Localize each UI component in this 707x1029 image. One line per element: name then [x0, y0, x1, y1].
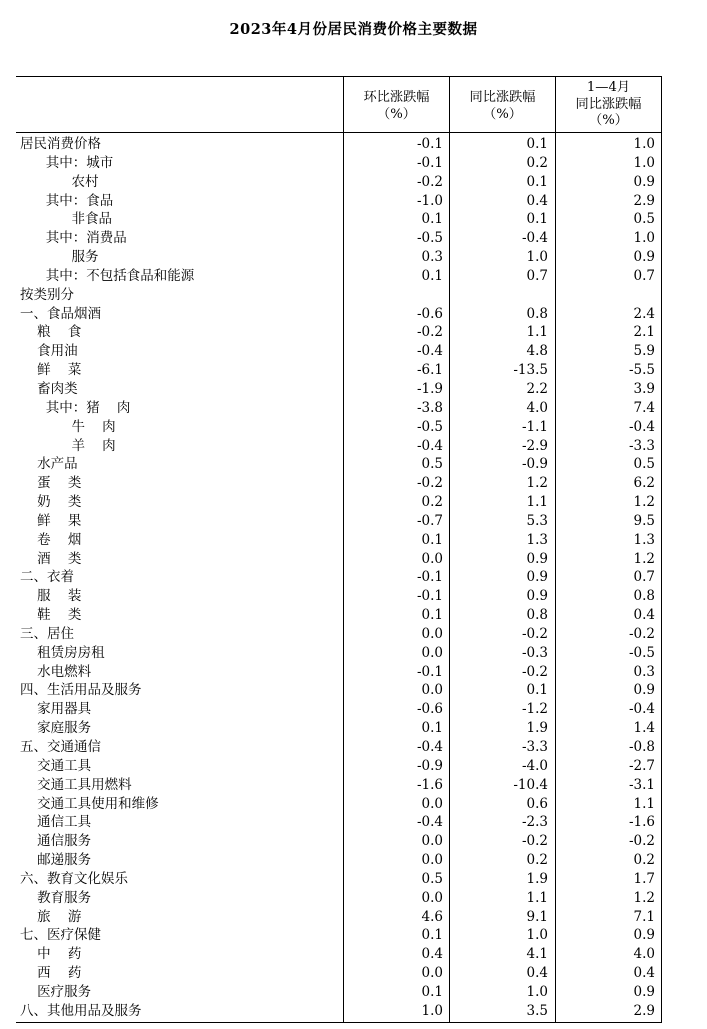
table-row	[16, 964, 661, 983]
row-mom-value: 0.5	[421, 870, 443, 887]
table-row	[16, 342, 661, 361]
row-mom-value: -0.2	[416, 324, 443, 341]
row-mom-value: -0.2	[416, 173, 443, 190]
table-row	[16, 267, 661, 286]
row-yoy-value: -0.2	[521, 833, 548, 850]
row-mom-value: -0.4	[416, 739, 443, 755]
row-yoy-value: 0.1	[526, 682, 548, 699]
row-mom-value: -0.4	[416, 343, 443, 360]
row-yoy-value: 1.9	[526, 870, 548, 887]
row-ytd-value: 3.9	[633, 380, 655, 397]
row-label: 水电燃料	[20, 663, 92, 680]
row-mom-value: 0.0	[421, 965, 443, 982]
row-ytd-value: 0.9	[633, 173, 655, 190]
row-yoy-value: 1.1	[526, 324, 548, 341]
row-ytd-value: -1.6	[628, 814, 655, 831]
row-mom-value: 0.3	[421, 249, 443, 266]
row-yoy-value: 0.4	[526, 965, 548, 982]
table-row	[16, 399, 661, 418]
table-row	[16, 135, 661, 154]
row-label: 其中：猪 肉	[20, 399, 131, 416]
table-row	[16, 568, 661, 587]
row-ytd-value: 1.0	[633, 230, 655, 247]
table-row	[16, 719, 661, 738]
row-ytd-value: 6.2	[633, 475, 655, 492]
table-row	[16, 870, 661, 889]
row-label: 水产品	[20, 456, 78, 473]
table-row	[16, 851, 661, 870]
row-mom-value: -0.2	[416, 475, 443, 492]
row-ytd-value: 5.9	[633, 343, 655, 360]
table-row	[16, 738, 661, 757]
row-mom-value: -3.8	[416, 399, 443, 416]
table-row	[16, 437, 661, 456]
table-row	[16, 776, 661, 795]
row-label: 服务	[20, 249, 99, 266]
table-row	[16, 323, 661, 342]
page-title: 2023年4月份居民消费价格主要数据	[229, 21, 478, 38]
row-label: 鲜 菜	[20, 362, 82, 379]
row-yoy-value: 0.9	[526, 550, 548, 567]
row-yoy-value: 0.8	[526, 305, 548, 322]
row-ytd-value: 0.7	[633, 267, 655, 284]
row-ytd-value: 0.2	[633, 852, 655, 869]
row-ytd-value: 1.2	[633, 889, 655, 906]
row-label: 奶 类	[20, 494, 82, 511]
row-ytd-value: -3.3	[628, 437, 655, 454]
row-yoy-value: 0.7	[526, 267, 548, 284]
row-ytd-value: 2.1	[633, 324, 655, 341]
row-label: 四、生活用品及服务	[20, 682, 142, 699]
row-yoy-value: -0.4	[521, 230, 548, 247]
row-yoy-value: 1.0	[526, 927, 548, 944]
row-label: 七、医疗保健	[20, 927, 101, 944]
row-label: 旅 游	[20, 908, 82, 925]
table-row	[16, 550, 661, 569]
row-yoy-value: -1.2	[521, 701, 548, 718]
row-ytd-value: 7.1	[633, 908, 655, 925]
table-row	[16, 889, 661, 908]
table-row	[16, 606, 661, 625]
row-label: 服 装	[20, 588, 82, 605]
row-mom-value: 1.0	[421, 1002, 443, 1019]
table-row	[16, 361, 661, 380]
row-label: 畜肉类	[20, 380, 78, 397]
row-label: 六、教育文化娱乐	[20, 870, 128, 887]
table-row	[16, 455, 661, 474]
row-mom-value: 0.1	[421, 720, 443, 737]
table-header-rule	[16, 132, 661, 133]
row-mom-value: -0.4	[416, 437, 443, 454]
row-mom-value: 0.0	[421, 833, 443, 850]
row-yoy-value: 0.1	[526, 173, 548, 190]
row-mom-value: -0.6	[416, 701, 443, 718]
row-mom-value: -0.1	[416, 569, 443, 586]
header-mom-unit: （%）	[377, 106, 416, 122]
row-label: 家用器具	[20, 701, 92, 718]
row-yoy-value: 0.8	[526, 607, 548, 624]
row-mom-value: 4.6	[421, 908, 443, 925]
table-body	[16, 135, 661, 1021]
table-row	[16, 531, 661, 550]
row-ytd-value: 1.1	[633, 795, 655, 812]
row-label: 居民消费价格	[20, 136, 101, 152]
row-yoy-value: 1.1	[526, 889, 548, 906]
row-yoy-value: 0.9	[526, 569, 548, 586]
row-ytd-value: 0.4	[633, 965, 655, 982]
table-row	[16, 832, 661, 851]
row-mom-value: -0.5	[416, 418, 443, 435]
table-row	[16, 945, 661, 964]
table-row	[16, 983, 661, 1002]
table-row	[16, 813, 661, 832]
row-yoy-value: 9.1	[526, 908, 548, 925]
row-yoy-value: 1.9	[526, 720, 548, 737]
row-label: 蛋 类	[20, 475, 82, 492]
row-mom-value: 0.1	[421, 983, 443, 1000]
row-ytd-value: 1.7	[633, 870, 655, 887]
row-yoy-value: 1.1	[526, 494, 548, 511]
row-label: 家庭服务	[20, 720, 92, 737]
row-ytd-value: 1.0	[633, 136, 655, 152]
row-mom-value: -6.1	[416, 362, 443, 379]
row-label: 交通工具	[20, 757, 92, 774]
table-bottom-rule	[16, 1022, 661, 1023]
row-yoy-value: -1.1	[521, 418, 548, 435]
row-yoy-value: 0.6	[526, 795, 548, 812]
row-mom-value: 0.0	[421, 550, 443, 567]
row-yoy-value: 0.9	[526, 588, 548, 605]
row-mom-value: -0.5	[416, 230, 443, 247]
row-label: 食用油	[20, 343, 78, 360]
row-yoy-value: -4.0	[521, 757, 548, 774]
row-ytd-value: -0.2	[628, 625, 655, 642]
row-ytd-value: -0.2	[628, 833, 655, 850]
row-mom-value: 0.4	[421, 946, 443, 963]
row-label: 牛 肉	[20, 418, 116, 435]
row-label: 教育服务	[20, 889, 92, 906]
row-ytd-value: 2.4	[633, 305, 655, 322]
row-label: 中 药	[20, 946, 82, 963]
row-label: 一、食品烟酒	[20, 305, 101, 322]
table-row	[16, 305, 661, 324]
row-ytd-value: 1.4	[633, 720, 655, 737]
table-row	[16, 380, 661, 399]
row-label: 通信工具	[20, 814, 92, 831]
row-ytd-value: 0.7	[633, 569, 655, 586]
row-yoy-value: 0.1	[526, 136, 548, 152]
row-yoy-value: -13.5	[513, 362, 548, 379]
row-ytd-value: 0.5	[633, 211, 655, 228]
row-label: 八、其他用品及服务	[20, 1002, 142, 1019]
row-ytd-value: 1.0	[633, 154, 655, 171]
table-row	[16, 644, 661, 663]
row-ytd-value: 2.9	[633, 1002, 655, 1019]
row-yoy-value: 1.3	[526, 531, 548, 548]
row-ytd-value: 0.4	[633, 607, 655, 624]
table-row	[16, 248, 661, 267]
row-mom-value: 0.0	[421, 889, 443, 906]
row-label: 五、交通通信	[20, 739, 101, 755]
row-label: 鞋 类	[20, 607, 82, 624]
row-label: 交通工具使用和维修	[20, 795, 159, 812]
table-top-rule	[16, 76, 661, 77]
row-mom-value: -0.9	[416, 757, 443, 774]
row-yoy-value: -0.3	[521, 644, 548, 661]
row-mom-value: -0.6	[416, 305, 443, 322]
row-ytd-value: 0.9	[633, 927, 655, 944]
row-yoy-value: 4.8	[526, 343, 548, 360]
row-yoy-value: 5.3	[526, 512, 548, 529]
table-row	[16, 173, 661, 192]
row-mom-value: 0.1	[421, 927, 443, 944]
row-mom-value: -0.1	[416, 154, 443, 171]
row-yoy-value: 3.5	[526, 1002, 548, 1019]
header-ytd	[556, 80, 661, 130]
row-mom-value: 0.5	[421, 456, 443, 473]
table-row	[16, 681, 661, 700]
row-label: 粮 食	[20, 324, 82, 341]
row-ytd-value: 1.2	[633, 494, 655, 511]
table-row	[16, 663, 661, 682]
row-mom-value: 0.2	[421, 494, 443, 511]
row-label: 其中：不包括食品和能源	[20, 267, 195, 284]
row-label: 非食品	[20, 211, 112, 228]
row-ytd-value: 0.9	[633, 983, 655, 1000]
table-row	[16, 192, 661, 211]
row-label: 卷 烟	[20, 531, 82, 548]
table-row	[16, 154, 661, 173]
header-mom-line: 环比涨跌幅	[363, 90, 430, 105]
row-yoy-value: 0.4	[526, 192, 548, 209]
row-label: 按类别分	[20, 286, 74, 303]
table-row	[16, 493, 661, 512]
row-mom-value: -1.6	[416, 776, 443, 793]
row-ytd-value: 0.8	[633, 588, 655, 605]
row-ytd-value: -0.4	[628, 701, 655, 718]
row-label: 二、衣着	[20, 569, 74, 586]
row-ytd-value: -0.5	[628, 644, 655, 661]
table-row	[16, 908, 661, 927]
row-yoy-value: -0.2	[521, 625, 548, 642]
row-mom-value: -0.1	[416, 588, 443, 605]
row-yoy-value: 1.0	[526, 983, 548, 1000]
row-ytd-value: 1.2	[633, 550, 655, 567]
row-ytd-value: 0.5	[633, 456, 655, 473]
row-yoy-value: 4.1	[526, 946, 548, 963]
row-ytd-value: 7.4	[633, 399, 655, 416]
header-mom	[344, 90, 449, 123]
row-mom-value: 0.1	[421, 531, 443, 548]
row-mom-value: -0.1	[416, 663, 443, 680]
row-yoy-value: 4.0	[526, 399, 548, 416]
row-yoy-value: -0.9	[521, 456, 548, 473]
row-yoy-value: 1.2	[526, 475, 548, 492]
table-row	[16, 229, 661, 248]
row-mom-value: -0.7	[416, 512, 443, 529]
row-label: 通信服务	[20, 833, 92, 850]
header-ytd-unit: （%）	[589, 113, 628, 128]
row-label: 邮递服务	[20, 852, 92, 869]
row-yoy-value: -2.3	[521, 814, 548, 831]
row-label: 租赁房房租	[20, 644, 105, 661]
row-mom-value: 0.0	[421, 795, 443, 812]
table-row	[16, 587, 661, 606]
table-row	[16, 210, 661, 229]
table-row	[16, 286, 661, 305]
row-label: 羊 肉	[20, 437, 116, 454]
row-label: 医疗服务	[20, 983, 92, 1000]
table-row	[16, 474, 661, 493]
table-row	[16, 512, 661, 531]
row-ytd-value: 9.5	[633, 512, 655, 529]
header-yoy-line: 同比涨跌幅	[469, 90, 536, 105]
row-mom-value: 0.1	[421, 607, 443, 624]
row-yoy-value: -3.3	[521, 739, 548, 755]
header-yoy-unit: （%）	[483, 106, 522, 122]
row-yoy-value: 0.2	[526, 154, 548, 171]
table-row	[16, 795, 661, 814]
row-ytd-value: -0.4	[628, 418, 655, 435]
row-ytd-value: 0.3	[633, 663, 655, 680]
row-label: 三、居住	[20, 625, 74, 642]
column-divider	[661, 76, 662, 1023]
row-label: 交通工具用燃料	[20, 776, 132, 793]
row-label: 鲜 果	[20, 512, 82, 529]
row-ytd-value: -3.1	[628, 776, 655, 793]
row-yoy-value: -10.4	[513, 776, 548, 793]
row-mom-value: 0.0	[421, 682, 443, 699]
row-ytd-value: -5.5	[628, 362, 655, 379]
row-ytd-value: 4.0	[633, 946, 655, 963]
row-label: 西 药	[20, 965, 82, 982]
row-mom-value: -0.1	[416, 136, 443, 152]
row-label: 其中：消费品	[20, 230, 127, 247]
row-ytd-value: 0.9	[633, 682, 655, 699]
table-row	[16, 700, 661, 719]
row-ytd-value: 1.3	[633, 531, 655, 548]
header-ytd-line: 同比涨跌幅	[575, 96, 642, 112]
row-yoy-value: 2.2	[526, 380, 548, 397]
table-row	[16, 926, 661, 945]
header-yoy	[450, 90, 555, 123]
row-label: 酒 类	[20, 550, 82, 567]
row-mom-value: -1.0	[416, 192, 443, 209]
row-mom-value: -1.9	[416, 380, 443, 397]
row-yoy-value: -0.2	[521, 663, 548, 680]
table-row	[16, 418, 661, 437]
row-mom-value: 0.0	[421, 852, 443, 869]
row-mom-value: 0.1	[421, 211, 443, 228]
row-mom-value: -0.4	[416, 814, 443, 831]
table-row	[16, 757, 661, 776]
header-ytd-period: 1—4月	[586, 80, 631, 95]
row-yoy-value: -2.9	[521, 437, 548, 454]
row-ytd-value: -2.7	[628, 757, 655, 774]
row-mom-value: 0.0	[421, 625, 443, 642]
row-label: 其中：食品	[20, 192, 114, 209]
row-yoy-value: 1.0	[526, 249, 548, 266]
row-label: 其中：城市	[20, 154, 114, 171]
table-row	[16, 1002, 661, 1021]
row-mom-value: 0.1	[421, 267, 443, 284]
row-yoy-value: 0.2	[526, 852, 548, 869]
table-row	[16, 625, 661, 644]
row-ytd-value: -0.8	[628, 739, 655, 755]
row-yoy-value: 0.1	[526, 211, 548, 228]
row-ytd-value: 0.9	[633, 249, 655, 266]
row-ytd-value: 2.9	[633, 192, 655, 209]
row-mom-value: 0.0	[421, 644, 443, 661]
row-label: 农村	[20, 173, 99, 190]
